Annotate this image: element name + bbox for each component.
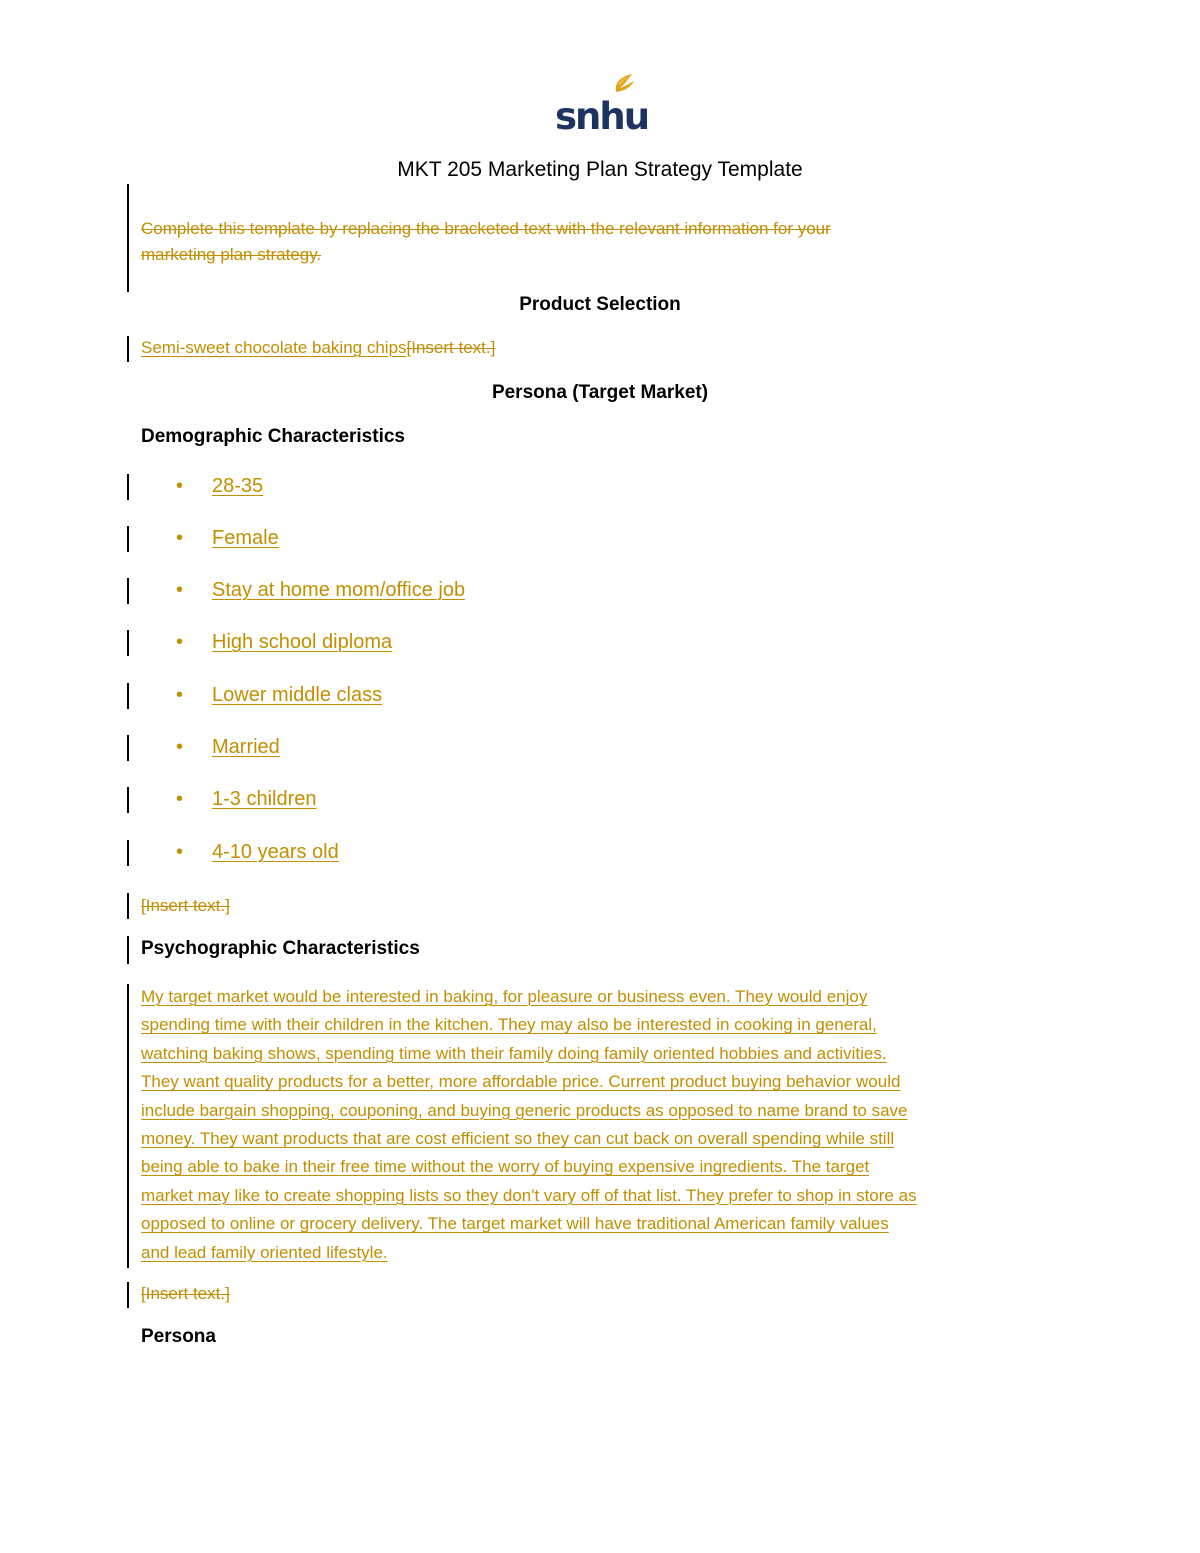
change-bar	[127, 630, 129, 656]
change-bar	[127, 336, 129, 362]
paragraph-line: watching baking shows, spending time with their family doing family oriented hobbies and activities.	[141, 1043, 887, 1063]
change-bar	[127, 683, 129, 709]
demographic-item: • Stay at home mom/office job	[176, 579, 466, 601]
demographic-item: • Married	[176, 736, 280, 758]
demographic-item: • 28-35	[176, 475, 264, 497]
psychographic-heading: Psychographic Characteristics	[141, 938, 420, 959]
demographic-item: • Female	[176, 527, 279, 549]
instructions-paragraph	[141, 216, 1001, 268]
svg-text:snhu: snhu	[555, 95, 649, 138]
persona-heading: Persona	[141, 1326, 216, 1347]
bullet-icon: •	[176, 684, 184, 706]
demographic-item: • High school diploma	[176, 631, 393, 653]
change-bar	[127, 984, 129, 1268]
paragraph-line: include bargain shopping, couponing, and buying generic products as opposed to name brand to save	[141, 1100, 908, 1120]
change-bar	[127, 840, 129, 866]
change-bar	[127, 526, 129, 552]
bullet-icon: •	[176, 788, 184, 810]
product-selection-inserted: Semi-sweet chocolate baking chips	[141, 338, 407, 357]
product-selection-deleted: [Insert text.]	[406, 338, 496, 357]
change-bar	[127, 787, 129, 813]
bullet-icon: •	[176, 475, 184, 497]
product-selection-text	[141, 338, 495, 358]
change-bar	[127, 578, 129, 604]
psychographic-paragraph	[141, 983, 1081, 1267]
paragraph-line: opposed to online or grocery delivery. The target market will have traditional American family values	[141, 1214, 889, 1234]
change-bar	[127, 735, 129, 761]
snhu-logo	[554, 70, 649, 138]
persona-target-heading: Persona (Target Market)	[491, 382, 709, 403]
demographic-heading: Demographic Characteristics	[141, 426, 405, 447]
psychographic-deleted-placeholder: [Insert text.]	[141, 1284, 230, 1303]
paragraph-line: market may like to create shopping lists so they don't vary off of that list. They prefer to shop in store as	[141, 1185, 917, 1205]
demographic-item: • 4-10 years old	[176, 841, 339, 863]
paragraph-line: and lead family oriented lifestyle.	[141, 1242, 388, 1262]
change-bar	[127, 184, 129, 292]
paragraph-line: spending time with their children in the kitchen. They may also be interested in cooking in general,	[141, 1015, 877, 1035]
paragraph-line: being able to bake in their free time without the worry of buying expensive ingredients. The target	[141, 1157, 870, 1177]
change-bar	[127, 474, 129, 500]
bullet-icon: •	[176, 527, 184, 549]
instructions-line-1: Complete this template by replacing the bracketed text with the relevant information for your	[141, 219, 831, 238]
change-bar	[127, 893, 129, 919]
bullet-icon: •	[176, 579, 184, 601]
bullet-icon: •	[176, 631, 184, 653]
document-title: MKT 205 Marketing Plan Strategy Template	[397, 158, 803, 181]
paragraph-line: They want quality products for a better, more affordable price. Current product buying behavior would	[141, 1072, 901, 1092]
snhu-logo-graphic	[554, 70, 649, 138]
instructions-line-2: marketing plan strategy.	[141, 245, 322, 264]
paragraph-line: My target market would be interested in baking, for pleasure or business even. They would enjoy	[141, 987, 868, 1006]
bullet-icon: •	[176, 736, 184, 758]
demographic-item: • 1-3 children	[176, 788, 317, 810]
bullet-icon: •	[176, 841, 184, 863]
paragraph-line: money. They want products that are cost efficient so they can cut back on overall spending while still	[141, 1129, 895, 1149]
change-bar	[127, 1282, 129, 1308]
product-selection-heading: Product Selection	[519, 294, 681, 315]
demographic-deleted-placeholder: [Insert text.]	[141, 896, 230, 915]
change-bar	[127, 936, 129, 964]
demographic-item: • Lower middle class	[176, 684, 383, 706]
